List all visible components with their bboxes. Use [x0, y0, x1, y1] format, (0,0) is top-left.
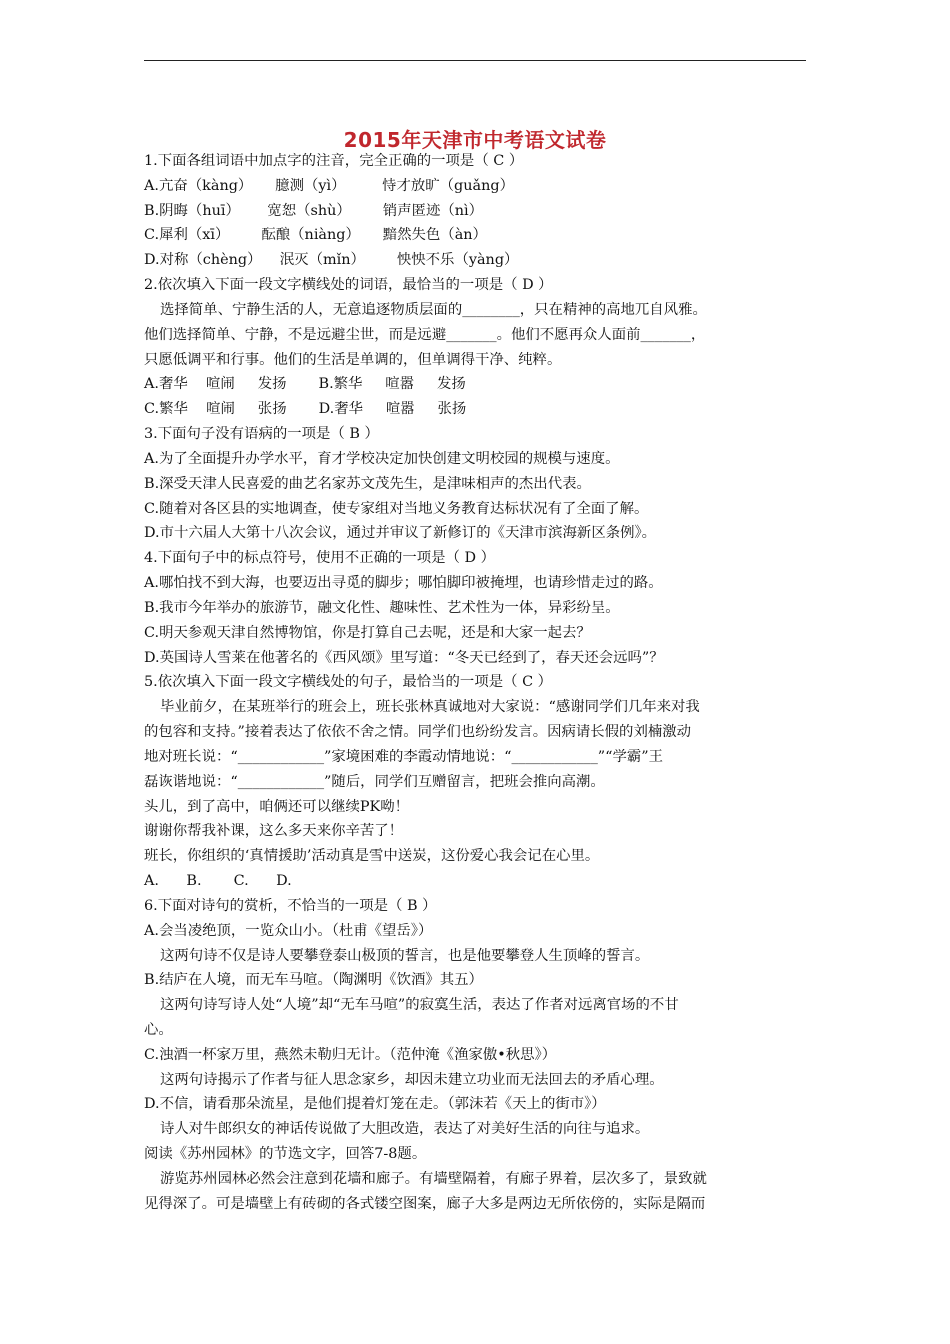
text-line: 诗人对牛郎织女的神话传说做了大胆改造，表达了对美好生活的向往与追求。 — [160, 1121, 650, 1138]
text-line: 只愿低调平和行事。他们的生活是单调的，但单调得干净、纯粹。 — [144, 351, 562, 368]
header-rule — [144, 60, 806, 61]
text-line: 5.依次填入下面一段文字横线处的句子，最恰当的一项是（ C ） — [144, 674, 553, 691]
text-line: 磊诙谐地说：“____________”随后，同学们互赠留言，把班会推向高潮。 — [144, 773, 605, 790]
document-body — [144, 149, 808, 1217]
text-line: C.浊酒一杯家万里，燕然未勒归无计。（范仲淹《渔家傲•秋思》） — [144, 1046, 557, 1063]
text-line: C.明天参观天津自然博物馆，你是打算自己去呢，还是和大家一起去？ — [144, 624, 591, 641]
text-line: A.奢华 喧闹 发扬 B.繁华 喧嚣 发扬 — [144, 376, 466, 393]
text-line: 6.下面对诗句的赏析，不恰当的一项是（ B ） — [144, 897, 437, 914]
text-line: D.市十六届人大第十八次会议，通过并审议了新修订的《天津市滨海新区条例》。 — [144, 525, 657, 542]
text-line: 4.下面句子中的标点符号，使用不正确的一项是（ D ） — [144, 550, 496, 567]
text-line: 谢谢你帮我补课，这么多天来你辛苦了！ — [144, 823, 404, 840]
text-line: 头儿，到了高中，咱俩还可以继续PK呦！ — [144, 798, 410, 815]
text-line: A.会当凌绝顶，一览众山小。（杜甫《望岳》） — [144, 922, 433, 939]
text-line: 见得深了。可是墙壁上有砖砌的各式镂空图案，廊子大多是两边无所依傍的，实际是隔而 — [144, 1195, 706, 1212]
text-line: D.对称（chèng） 泯灭（mǐn） 怏怏不乐（yàng） — [144, 252, 519, 269]
text-line: C.犀利（xī） 酝酿（niàng） 黯然失色（àn） — [144, 227, 487, 244]
text-line: 这两句诗不仅是诗人要攀登泰山极顶的誓言，也是他要攀登人生顶峰的誓言。 — [160, 947, 650, 964]
text-line: 选择简单、宁静生活的人，无意追逐物质层面的________，只在精神的高地兀自风雅。 — [160, 301, 707, 318]
text-line: 地对班长说：“____________”家境困难的李霞动情地说：“____________”“学霸”王 — [144, 748, 664, 765]
text-line: 心。 — [144, 1021, 173, 1038]
text-line: 游览苏州园林必然会注意到花墙和廊子。有墙壁隔着，有廊子界着，层次多了，景致就 — [160, 1170, 707, 1187]
text-line: B.阴晦（huī） 宽恕（shù） 销声匿迹（nì） — [144, 202, 484, 219]
text-line: B.结庐在人境，而无车马喧。（陶渊明《饮酒》其五） — [144, 972, 483, 989]
page-title: 2015年天津市中考语文试卷 — [343, 128, 607, 152]
text-line: 班长，你组织的‘真情援助’活动真是雪中送炭，这份爱心我会记在心里。 — [144, 848, 600, 865]
text-line: A. B. C. D. — [144, 873, 292, 890]
text-line: 阅读《苏州园林》的节选文字，回答7-8题。 — [144, 1146, 427, 1163]
text-line: 这两句诗揭示了作者与征人思念家乡，却因未建立功业而无法回去的矛盾心理。 — [160, 1071, 664, 1088]
text-line: B.我市今年举办的旅游节，融文化性、趣味性、艺术性为一体，异彩纷呈。 — [144, 599, 620, 616]
text-line: D.不信，请看那朵流星，是他们提着灯笼在走。（郭沫若《天上的街市》） — [144, 1096, 606, 1113]
text-line: A.哪怕找不到大海，也要迈出寻觅的脚步；哪怕脚印被掩埋，也请珍惜走过的路。 — [144, 575, 663, 592]
text-line: 他们选择简单、宁静，不是远避尘世，而是远避_______。他们不愿再众人面前_______， — [144, 326, 706, 343]
text-line: A.亢奋（kàng） 臆测（yì） 恃才放旷（guǎng） — [144, 177, 514, 194]
text-line: 3.下面句子没有语病的一项是（ B ） — [144, 426, 379, 443]
text-line: A.为了全面提升办学水平，育才学校决定加快创建文明校园的规模与速度。 — [144, 450, 620, 467]
text-line: 1.下面各组词语中加点字的注音，完全正确的一项是（ C ） — [144, 153, 524, 169]
text-line: D.英国诗人雪莱在他著名的《西风颂》里写道：“冬天已经到了，春天还会远吗”？ — [144, 649, 664, 666]
text-line: C.繁华 喧闹 张扬 D.奢华 喧嚣 张扬 — [144, 401, 467, 418]
text-line: B.深受天津人民喜爱的曲艺名家苏文茂先生，是津味相声的杰出代表。 — [144, 475, 591, 492]
text-line: 的包容和支持。”接着表达了依依不舍之情。同学们也纷纷发言。因病请长假的刘楠激动 — [144, 724, 692, 741]
text-line: 2.依次填入下面一段文字横线处的词语，最恰当的一项是（ D ） — [144, 277, 553, 294]
text-line: C.随着对各区县的实地调查，使专家组对当地义务教育达标状况有了全面了解。 — [144, 500, 649, 517]
text-line: 这两句诗写诗人处“人境”却“无车马喧”的寂寞生活，表达了作者对远离官场的不甘 — [160, 997, 679, 1014]
text-line: 毕业前夕，在某班举行的班会上，班长张林真诚地对大家说：“感谢同学们几年来对我 — [160, 699, 700, 716]
